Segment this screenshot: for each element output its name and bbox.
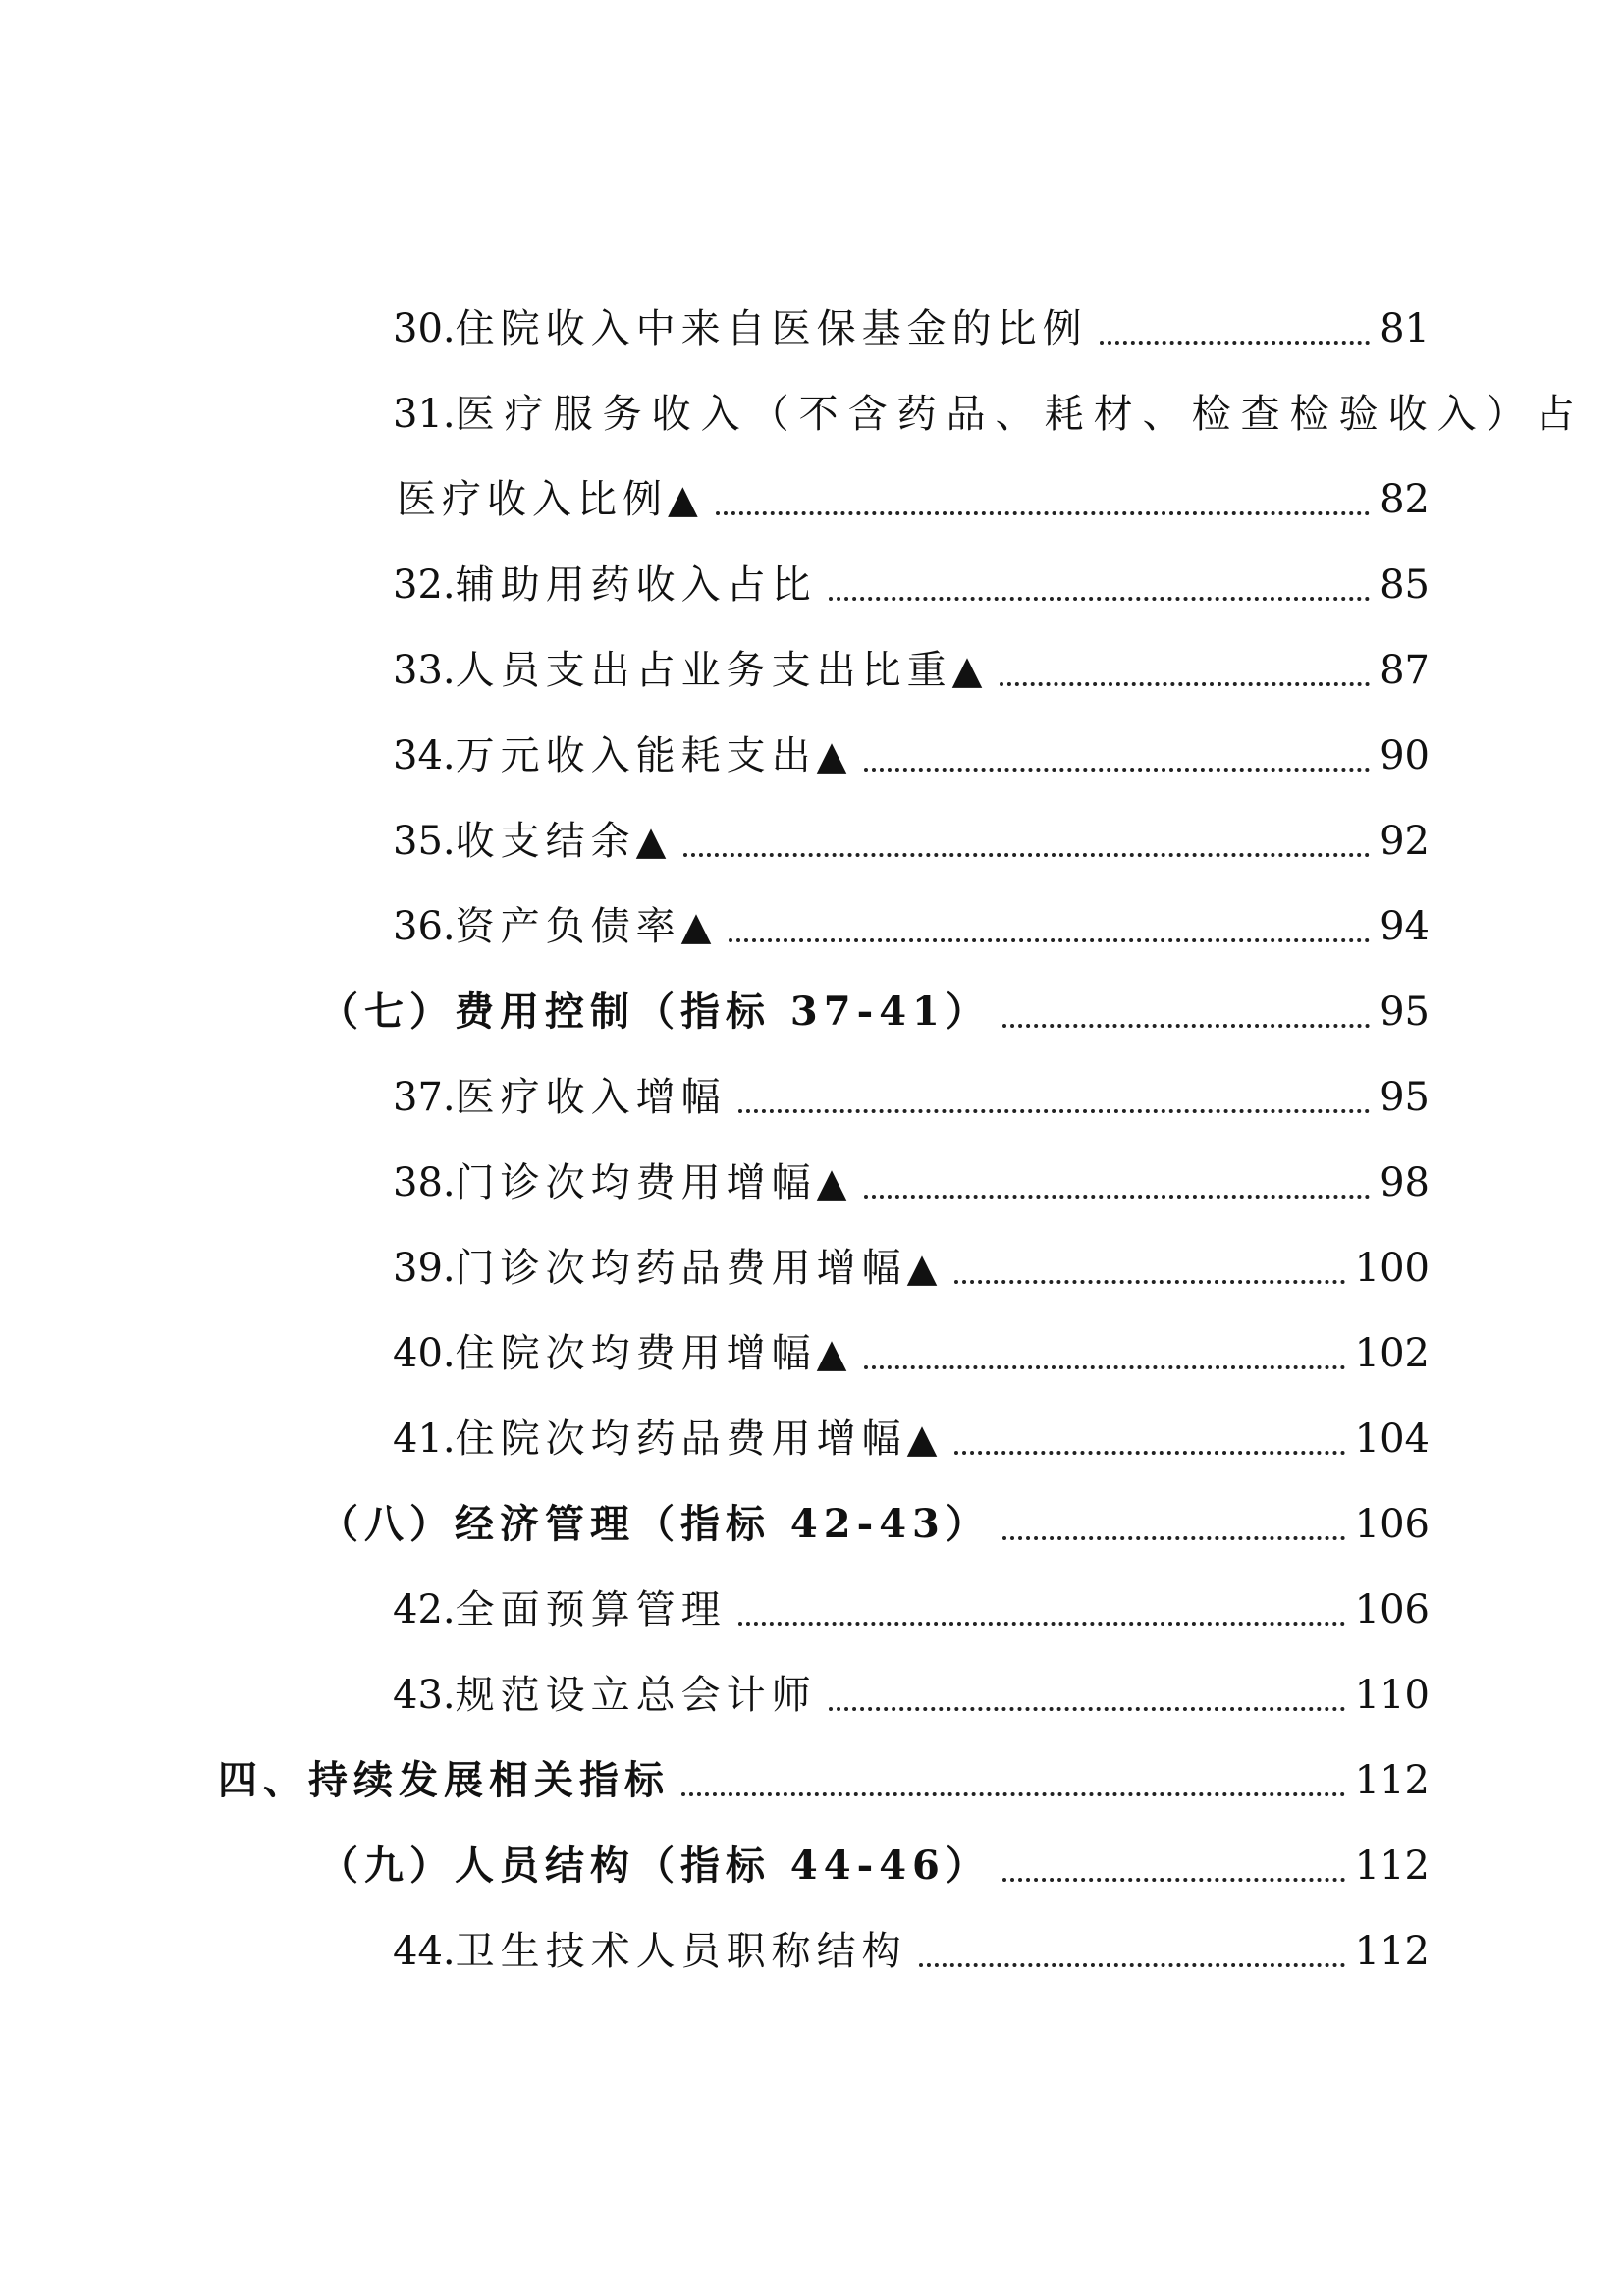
toc-entry-number: 32. [393,562,456,608]
toc-entry-number: 35. [393,819,456,864]
toc-page-number: 81 [1380,306,1430,351]
toc-dot-leader [738,1622,1345,1626]
toc-entry-label [393,726,852,785]
toc-section-label: （七）费用控制（指标 37-41） [319,988,991,1035]
toc-dot-leader [864,1195,1370,1199]
toc-entry-label [393,1068,727,1127]
toc-entry-number: 30. [393,306,456,351]
toc-page-number: 112 [1354,1929,1430,1974]
toc-dot-leader [681,1792,1345,1796]
toc-entry-label [393,299,1088,358]
toc-entry-title: 医疗服务收入（不含药品、耗材、检查检验收入）占 [455,392,1585,437]
toc-dot-leader [1002,1024,1370,1028]
toc-entry-title: 住院收入中来自医保基金的比例 [455,306,1088,351]
toc-entry-title: 医疗收入增幅 [455,1075,727,1120]
toc-dot-leader [1100,341,1370,345]
toc-entry-number: 31. [393,392,456,437]
toc-entry-number: 39. [393,1246,456,1291]
toc-entry-31-continued[interactable] [397,470,1430,529]
toc-entry-44[interactable] [393,1922,1430,1981]
toc-dot-leader [954,1280,1344,1284]
toc-entry-title: 全面预算管理 [455,1587,727,1632]
toc-page-number: 104 [1354,1416,1430,1462]
toc-entry-number: 42. [393,1587,456,1632]
toc-entry-32[interactable] [393,556,1430,614]
toc-entry-title: 人员支出占业务支出比重▲ [455,648,989,693]
toc-entry-title: 万元收入能耗支出▲ [455,733,853,778]
toc-entry-41[interactable] [393,1410,1430,1468]
toc-entry-number: 34. [393,733,456,778]
toc-page-number: 87 [1380,648,1430,693]
toc-dot-leader [919,1963,1345,1967]
toc-entry-42[interactable] [393,1580,1430,1639]
toc-entry-label [393,1239,943,1298]
toc-dot-leader [1000,682,1370,686]
toc-page-number: 95 [1380,1075,1430,1120]
toc-chapter-4-sustainable-development[interactable] [218,1751,1430,1810]
toc-entry-number: 37. [393,1075,456,1120]
toc-entry-title: 规范设立总会计师 [455,1673,817,1718]
toc-dot-leader [829,1707,1345,1711]
toc-page-number: 85 [1380,562,1430,608]
toc-dot-leader [683,853,1370,857]
toc-dot-leader [1002,1536,1345,1540]
toc-entry-39[interactable] [393,1239,1430,1298]
toc-entry-label [393,1666,817,1725]
toc-entry-title: 住院次均药品费用增幅▲ [455,1416,944,1462]
toc-page-number: 82 [1380,477,1430,522]
toc-entry-38[interactable] [393,1153,1430,1212]
toc-page-number: 100 [1354,1246,1430,1291]
toc-entry-label [393,1922,907,1981]
toc-entry-34[interactable] [393,726,1430,785]
toc-page-number: 92 [1380,819,1430,864]
toc-dot-leader [716,511,1370,515]
toc-dot-leader [864,1365,1344,1369]
toc-section-label: （九）人员结构（指标 44-46） [319,1842,991,1889]
toc-dot-leader [864,768,1370,772]
toc-entry-label [393,641,988,700]
toc-entry-30[interactable] [393,299,1430,358]
toc-dot-leader [1002,1878,1345,1882]
toc-page-number: 94 [1380,904,1430,949]
toc-entry-title: 卫生技术人员职称结构 [455,1929,907,1974]
toc-dot-leader [954,1451,1344,1455]
toc-section-label: （八）经济管理（指标 42-43） [319,1501,991,1547]
toc-entry-title: 辅助用药收入占比 [455,562,817,608]
toc-entry-title: 门诊次均药品费用增幅▲ [455,1246,944,1291]
toc-page-number: 112 [1354,1758,1430,1803]
toc-entry-37[interactable] [393,1068,1430,1127]
toc-entry-36[interactable] [393,897,1430,956]
toc-page-number: 102 [1354,1331,1430,1376]
toc-entry-title: 医疗收入比例▲ [397,477,704,522]
toc-entry-label [397,470,704,529]
toc-entry-label [393,812,672,871]
toc-section-8-economic-management[interactable] [319,1495,1430,1554]
toc-chapter-label: 四、持续发展相关指标 [218,1757,670,1803]
toc-page-number: 98 [1380,1160,1430,1205]
toc-dot-leader [829,597,1370,601]
toc-entry-label [393,1153,852,1212]
toc-entry-label [393,1580,727,1639]
toc-entry-43[interactable] [393,1666,1430,1725]
toc-entry-number: 44. [393,1929,456,1974]
toc-entry-label [393,1410,943,1468]
toc-entry-33[interactable] [393,641,1430,700]
toc-entry-35[interactable] [393,812,1430,871]
toc-section-7-cost-control[interactable] [319,983,1430,1041]
toc-entry-title: 住院次均费用增幅▲ [455,1331,853,1376]
toc-entry-label [393,385,1585,444]
toc-entry-label [393,897,717,956]
toc-page-number: 106 [1354,1502,1430,1547]
toc-entry-label [393,1324,852,1383]
toc-entry-number: 43. [393,1673,456,1718]
toc-entry-title: 收支结余▲ [455,819,673,864]
toc-entry-31[interactable] [393,385,1585,444]
toc-entry-title: 门诊次均费用增幅▲ [455,1160,853,1205]
toc-entry-number: 41. [393,1416,456,1462]
toc-section-9-staff-structure[interactable] [319,1837,1430,1896]
toc-page-number: 110 [1354,1673,1430,1718]
toc-entry-number: 33. [393,648,456,693]
toc-page-number: 90 [1380,733,1430,778]
toc-page-number: 112 [1354,1843,1430,1889]
toc-dot-leader [729,938,1370,942]
toc-dot-leader [738,1109,1370,1113]
toc-entry-number: 40. [393,1331,456,1376]
toc-entry-title: 资产负债率▲ [455,904,718,949]
toc-entry-number: 36. [393,904,456,949]
toc-page-number: 95 [1380,989,1430,1035]
toc-page-number: 106 [1354,1587,1430,1632]
toc-entry-label [393,556,817,614]
toc-entry-number: 38. [393,1160,456,1205]
toc-entry-40[interactable] [393,1324,1430,1383]
